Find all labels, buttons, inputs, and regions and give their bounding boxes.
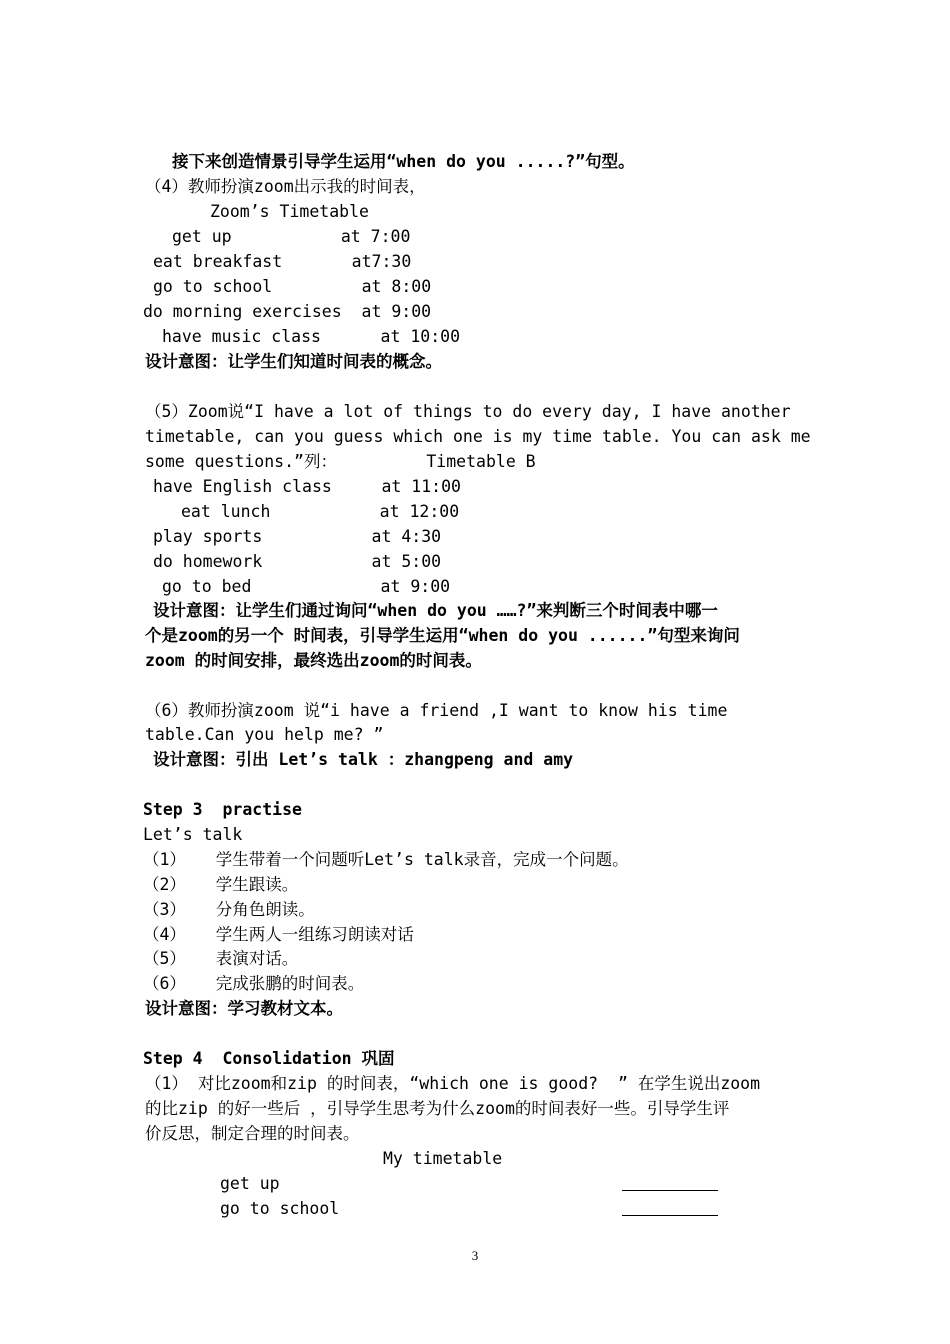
- lets-talk-label: Let’s talk: [143, 825, 243, 844]
- paragraph-line: 的比zip 的好一些后 ，引导学生思考为什么zoom的时间表好一些。引导学生评: [145, 1099, 730, 1118]
- timetable-row: play sports at 4:30: [153, 527, 442, 546]
- design-intent: 设计意图：让学生们通过询问“when do you ……?”来判断三个时间表中哪一: [153, 601, 718, 620]
- my-timetable-row: go to school: [220, 1199, 340, 1218]
- list-item: （5） 表演对话。: [143, 949, 299, 968]
- paragraph-line: table.Can you help me? ”: [145, 725, 384, 744]
- step-4-heading: Step 4 Consolidation 巩固: [143, 1049, 395, 1068]
- timetable-row: go to school at 8:00: [153, 277, 432, 296]
- paragraph-line: some questions.”列： Timetable B: [145, 452, 536, 471]
- paragraph-line: （1） 对比zoom和zip 的时间表，“which one is good? ” 在学生说出zoom: [145, 1074, 761, 1093]
- fill-in-blank: [622, 1215, 718, 1216]
- list-item: （6） 完成张鹏的时间表。: [143, 974, 365, 993]
- step-4-line: （4）教师扮演zoom出示我的时间表，: [145, 177, 426, 196]
- paragraph-line: （5）Zoom说“I have a lot of things to do every day, I have another: [145, 402, 791, 421]
- design-intent: 设计意图：让学生们知道时间表的概念。: [145, 352, 442, 371]
- timetable-row: get up at 7:00: [172, 227, 411, 246]
- my-timetable-title: My timetable: [383, 1149, 503, 1168]
- list-item: （2） 学生跟读。: [143, 875, 299, 894]
- timetable-row: eat breakfast at7:30: [153, 252, 412, 271]
- timetable-row: have English class at 11:00: [153, 477, 461, 496]
- list-item: （4） 学生两人一组练习朗读对话: [143, 925, 414, 944]
- intro-line: 接下来创造情景引导学生运用“when do you .....?”句型。: [172, 152, 635, 171]
- paragraph-line: timetable, can you guess which one is my time table. You can ask me: [145, 427, 811, 446]
- design-intent: 设计意图：引出 Let’s talk ：zhangpeng and amy: [153, 750, 574, 769]
- list-item: （1） 学生带着一个问题听Let’s talk录音，完成一个问题。: [143, 850, 629, 869]
- design-intent: 个是zoom的另一个 时间表，引导学生运用“when do you ......”句型来询问: [145, 626, 740, 645]
- paragraph-line: 价反思，制定合理的时间表。: [145, 1124, 360, 1143]
- design-intent: zoom 的时间安排，最终选出zoom的时间表。: [145, 651, 482, 670]
- step-3-heading: Step 3 practise: [143, 800, 302, 819]
- timetable-title: Zoom’s Timetable: [210, 202, 369, 221]
- list-item: （3） 分角色朗读。: [143, 900, 315, 919]
- design-intent: 设计意图：学习教材文本。: [145, 999, 343, 1018]
- fill-in-blank: [622, 1190, 718, 1191]
- timetable-row: eat lunch at 12:00: [181, 502, 460, 521]
- my-timetable-row: get up: [220, 1174, 280, 1193]
- paragraph-line: （6）教师扮演zoom 说“i have a friend ,I want to know his time: [145, 701, 728, 720]
- timetable-row: do homework at 5:00: [153, 552, 442, 571]
- timetable-row: have music class at 10:00: [162, 327, 461, 346]
- timetable-row: do morning exercises at 9:00: [143, 302, 432, 321]
- page-number: 3: [471, 1248, 479, 1263]
- timetable-row: go to bed at 9:00: [162, 577, 451, 596]
